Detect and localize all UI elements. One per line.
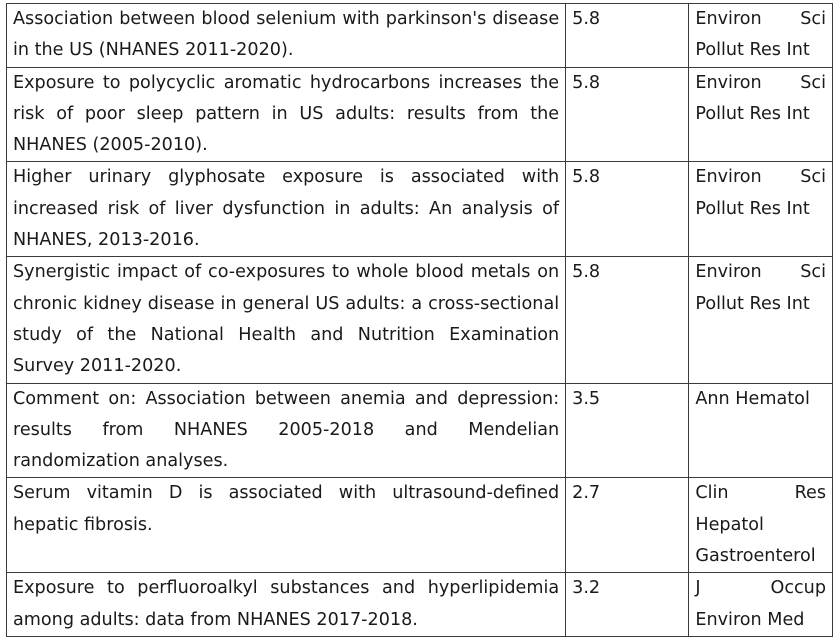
- impact-factor: 2.7: [566, 478, 689, 573]
- impact-factor: 3.5: [566, 383, 689, 478]
- impact-factor: 5.8: [566, 4, 689, 68]
- article-title: Higher urinary glyphosate exposure is associated with increased risk of liver dysfunction in adults: An analysis of NHANES, 2013-2016.: [7, 162, 566, 257]
- journal-name: Environ Sci Pollut Res Int: [689, 4, 833, 68]
- table-row: [7, 4, 833, 68]
- table-row: [7, 478, 833, 573]
- article-title: Serum vitamin D is associated with ultrasound-defined hepatic fibrosis.: [7, 478, 566, 573]
- table-row: [7, 383, 833, 478]
- article-title: Comment on: Association between anemia and depression: results from NHANES 2005-2018 and Mendelian randomization analyses.: [7, 383, 566, 478]
- journal-name: Clin Res Hepatol Gastroenterol: [689, 478, 833, 573]
- journal-name: J Occup Environ Med: [689, 573, 833, 637]
- table-row: [7, 162, 833, 257]
- journal-name: Environ Sci Pollut Res Int: [689, 257, 833, 383]
- impact-factor: 5.8: [566, 257, 689, 383]
- table-row: [7, 573, 833, 637]
- journal-name: Ann Hematol: [689, 383, 833, 478]
- article-title: Synergistic impact of co-exposures to whole blood metals on chronic kidney disease in general US adults: a cross-sectional study of the National Health and Nutrition Examination Survey 2011-2020.: [7, 257, 566, 383]
- table-row: [7, 257, 833, 383]
- impact-factor: 3.2: [566, 573, 689, 637]
- impact-factor: 5.8: [566, 162, 689, 257]
- article-title: Association between blood selenium with parkinson's disease in the US (NHANES 2011-2020).: [7, 4, 566, 68]
- article-title: Exposure to perfluoroalkyl substances and hyperlipidemia among adults: data from NHANES 2017-2018.: [7, 573, 566, 637]
- impact-factor: 5.8: [566, 67, 689, 162]
- table-row: [7, 67, 833, 162]
- article-title: Exposure to polycyclic aromatic hydrocarbons increases the risk of poor sleep pattern in US adults: results from the NHANES (2005-2010).: [7, 67, 566, 162]
- journal-name: Environ Sci Pollut Res Int: [689, 67, 833, 162]
- journal-name: Environ Sci Pollut Res Int: [689, 162, 833, 257]
- publications-table: [6, 3, 833, 637]
